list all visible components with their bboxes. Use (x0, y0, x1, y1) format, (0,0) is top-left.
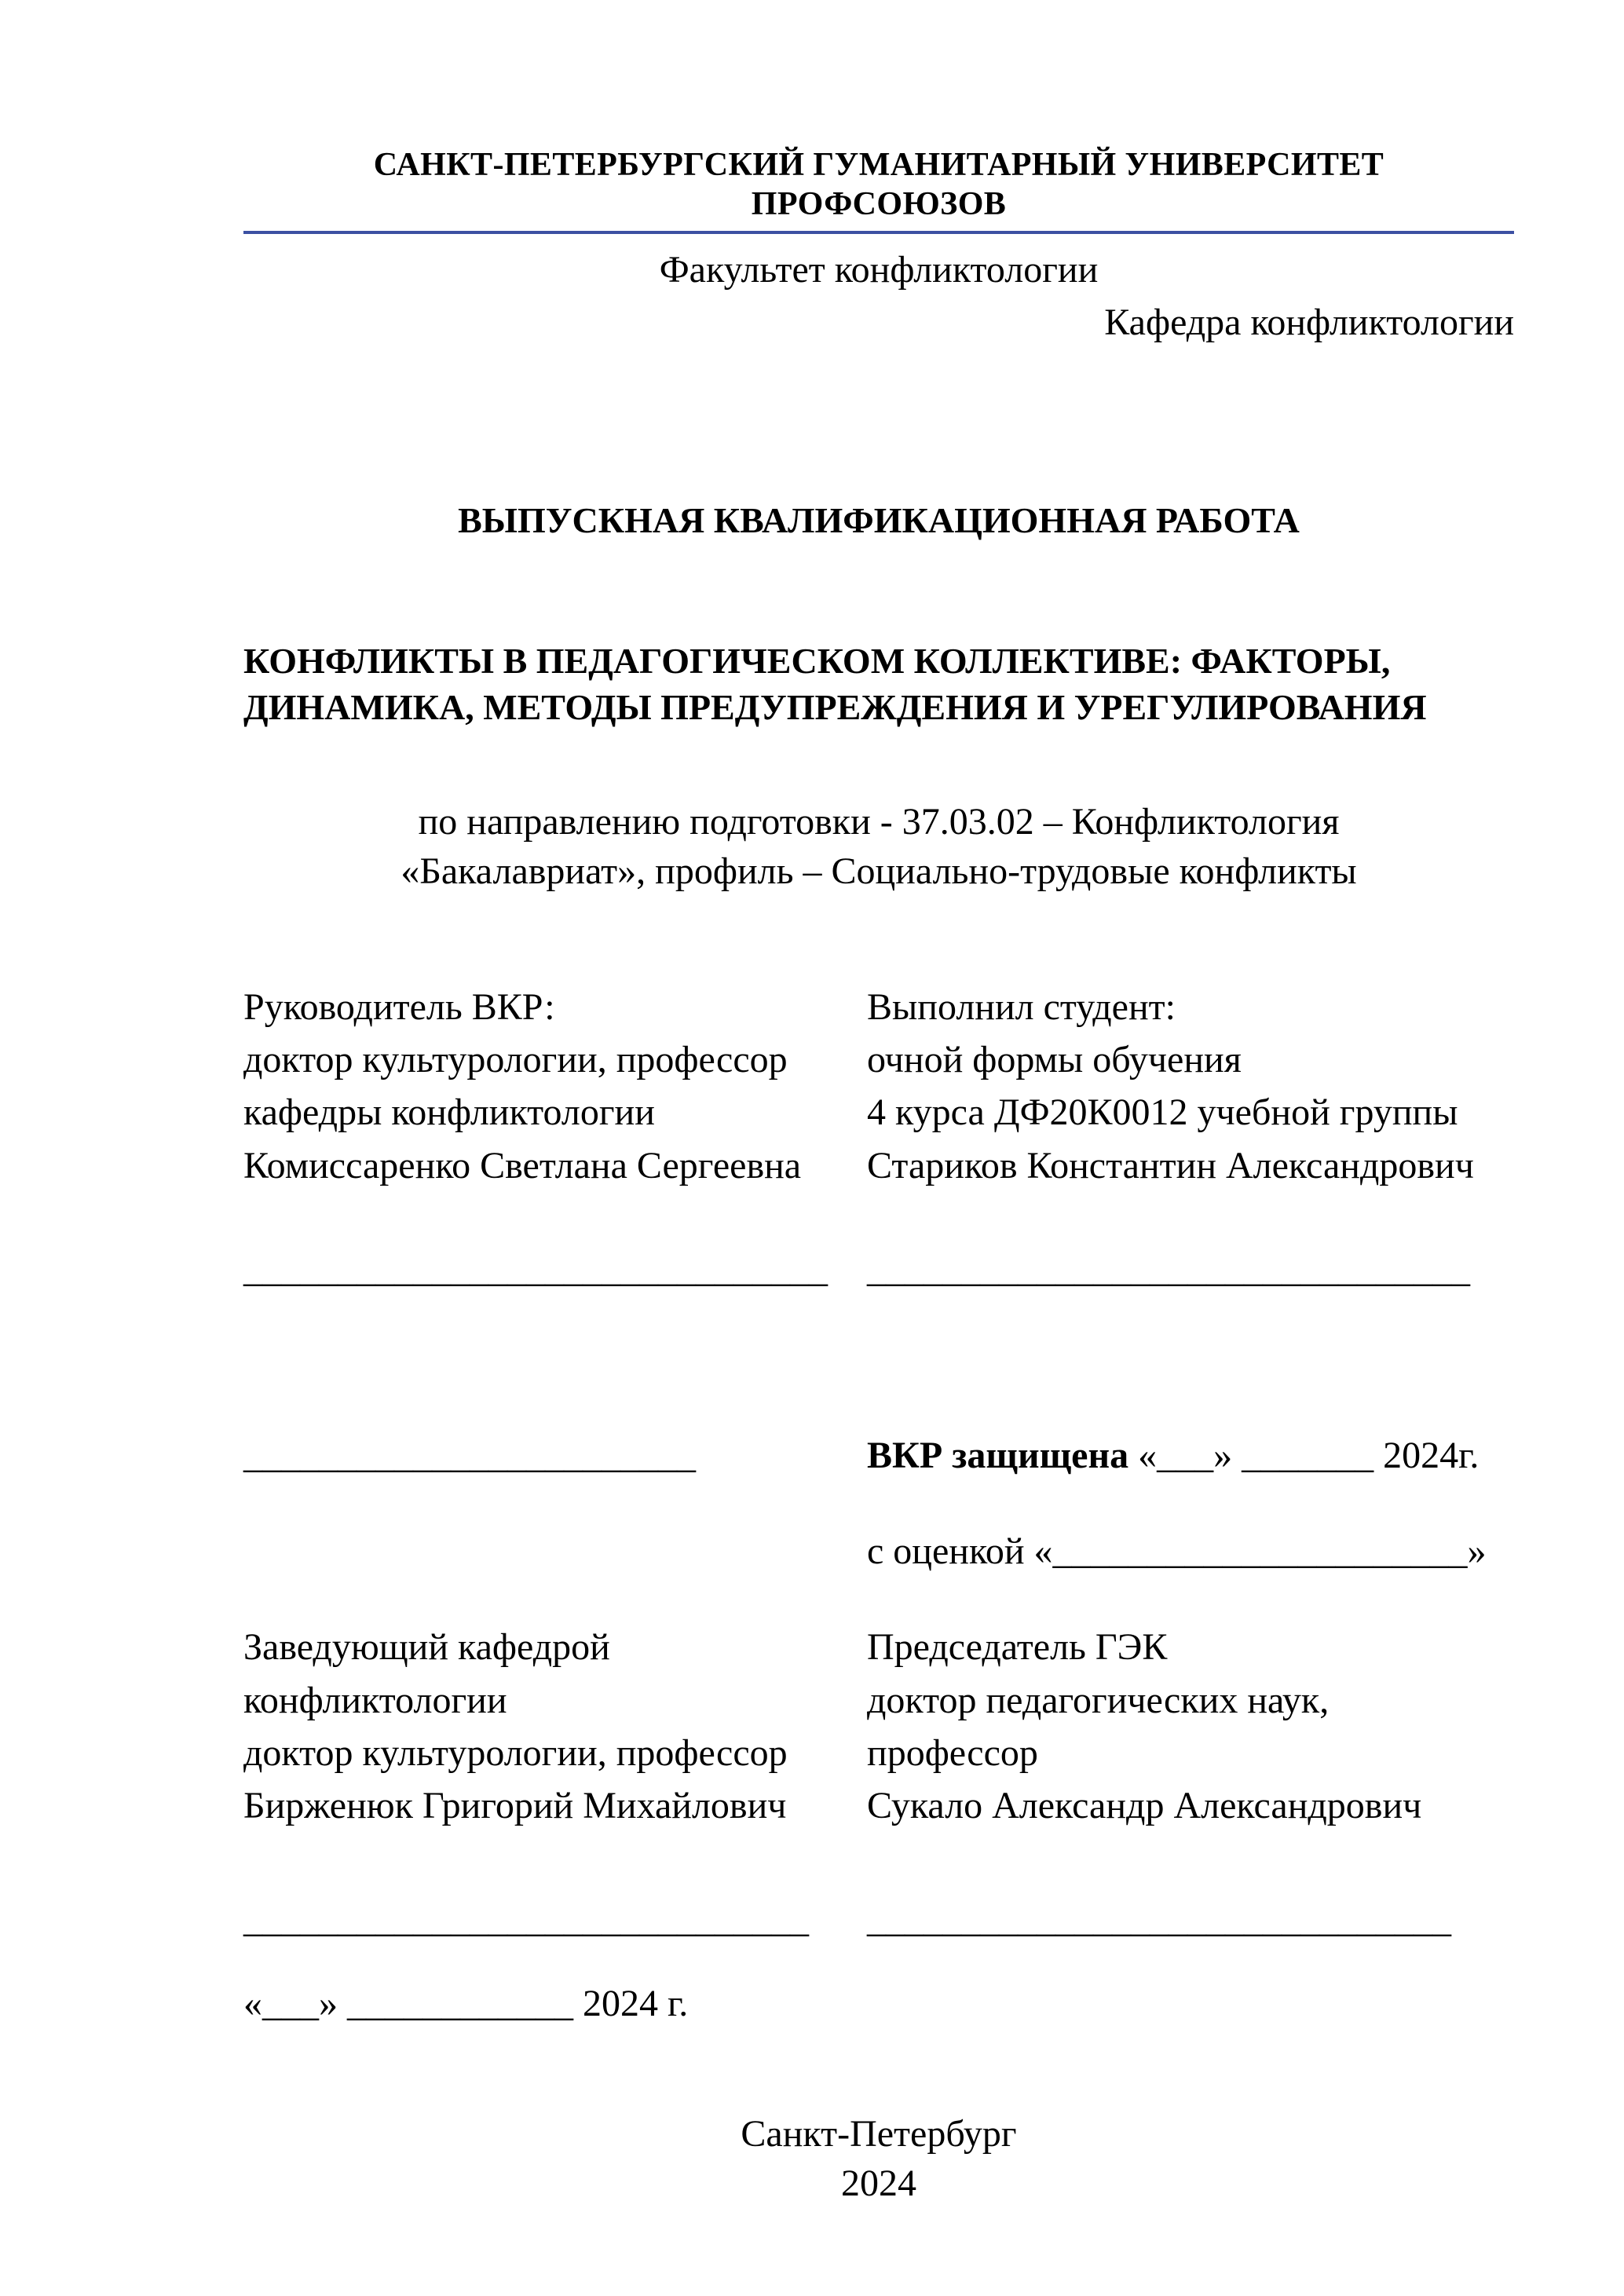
thesis-title-line-2: ДИНАМИКА, МЕТОДЫ ПРЕДУПРЕЖДЕНИЯ И УРЕГУЛИРОВАНИЯ (243, 687, 1427, 728)
chairman-name: Сукало Александр Александрович (867, 1784, 1422, 1826)
thesis-title (243, 638, 1514, 732)
student-group: 4 курса ДФ20К0012 учебной группы (867, 1091, 1458, 1134)
footer-city: Санкт-Петербург (741, 2113, 1017, 2155)
hod-date-line: «___» ____________ 2024 г. (243, 1983, 689, 2025)
chairman-signature-line: _______________________________ (867, 1899, 1451, 1941)
defense-date-blank: «___» _______ 2024г. (1138, 1434, 1480, 1476)
defense-row (243, 1429, 1514, 1482)
supervisor-label: Руководитель ВКР: (243, 986, 555, 1029)
chairman-position: Председатель ГЭК (867, 1626, 1168, 1669)
officials-block (243, 1621, 1514, 1832)
student-block (867, 981, 1514, 1192)
head-of-department-block (243, 1621, 867, 1832)
supervisor-department: кафедры конфликтологии (243, 1091, 655, 1134)
hod-signature-line: ______________________________ (243, 1899, 809, 1941)
supervisor-degree: доктор культурологии, профессор (243, 1039, 788, 1081)
hod-name: Бирженюк Григорий Михайлович (243, 1784, 787, 1826)
supervisor-block (243, 981, 867, 1192)
date-row-spacer (867, 1977, 1514, 2030)
hod-degree: доктор культурологии, профессор (243, 1731, 788, 1774)
program-line-1: по направлению подготовки - 37.03.02 – Конфликтология (418, 801, 1340, 843)
chairman-degree-2: профессор (867, 1731, 1038, 1774)
header-underline (243, 231, 1514, 234)
faculty-name: Факультет конфликтологии (659, 248, 1099, 291)
department-name: Кафедра конфликтологии (1104, 301, 1514, 343)
thesis-title-line-1: КОНФЛИКТЫ В ПЕДАГОГИЧЕСКОМ КОЛЛЕКТИВЕ: ФАКТОРЫ, (243, 640, 1391, 681)
work-type-heading: ВЫПУСКНАЯ КВАЛИФИКАЦИОННАЯ РАБОТА (458, 500, 1300, 541)
signature-row-2 (243, 1893, 1514, 1946)
chairman-block (867, 1621, 1514, 1832)
program-info (243, 798, 1514, 896)
hod-position-1: Заведующий кафедрой (243, 1626, 610, 1669)
student-signature-line: ________________________________ (867, 1248, 1470, 1290)
supervisor-name: Комиссаренко Светлана Сергеевна (243, 1144, 802, 1186)
student-label: Выполнил студент: (867, 986, 1176, 1029)
defense-status-line (867, 1429, 1514, 1482)
program-line-2: «Бакалавриат», профиль – Социально-трудовые конфликты (401, 850, 1357, 892)
student-name: Стариков Константин Александрович (867, 1144, 1474, 1186)
footer (243, 2110, 1514, 2208)
supervisor-student-block (243, 981, 1514, 1192)
hod-position-2: конфликтологии (243, 1679, 507, 1721)
footer-year: 2024 (841, 2162, 916, 2204)
grade-row (243, 1525, 1514, 1578)
grade-row-spacer (243, 1525, 867, 1578)
supervisor-signature-line: _______________________________ (243, 1248, 828, 1290)
defense-status-bold: ВКР защищена (867, 1434, 1129, 1476)
signature-row-1 (243, 1243, 1514, 1296)
chairman-degree-1: доктор педагогических наук, (867, 1679, 1330, 1721)
date-row (243, 1977, 1514, 2030)
approval-signature-line: ________________________ (243, 1434, 696, 1476)
grade-line: с оценкой «______________________» (867, 1530, 1487, 1573)
university-name: САНКТ-ПЕТЕРБУРГСКИЙ ГУМАНИТАРНЫЙ УНИВЕРСИТЕТ ПРОФСОЮЗОВ (373, 147, 1384, 223)
student-study-form: очной формы обучения (867, 1039, 1242, 1081)
